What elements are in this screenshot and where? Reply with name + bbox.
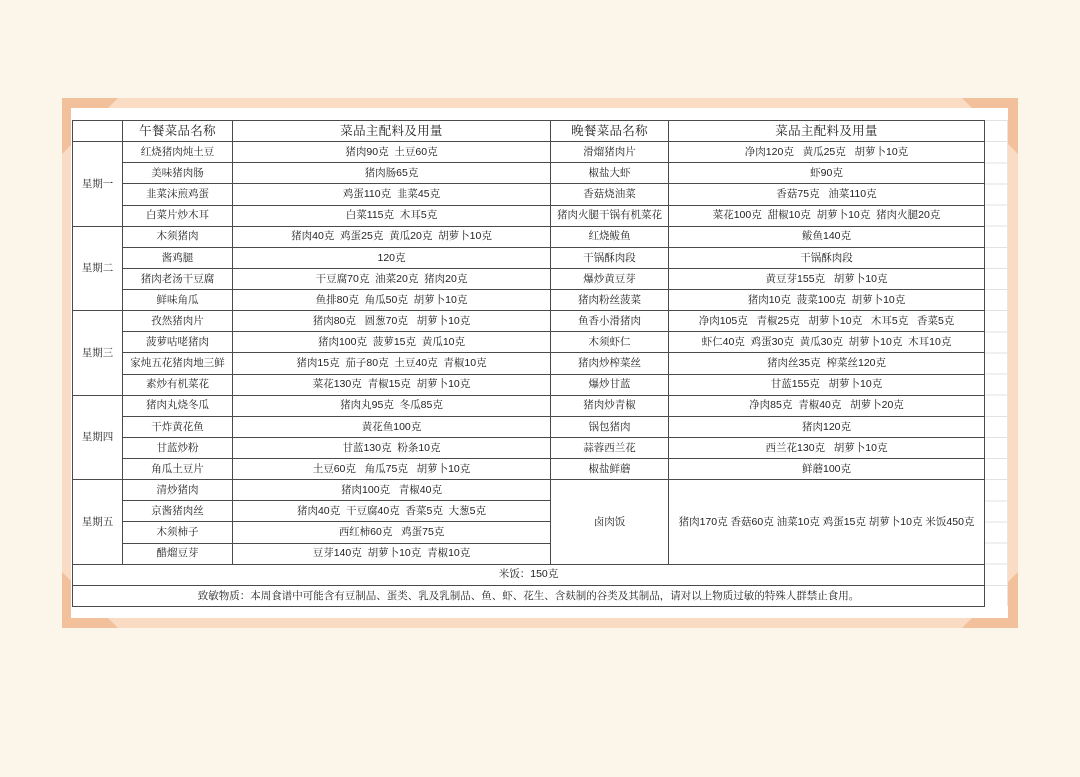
dinner-ingredients: 猪肉丝35克 榨菜丝120克: [669, 353, 985, 374]
dinner-ingredients: 鲅鱼140克: [669, 226, 985, 247]
dinner-dish: 猪肉火腿干锅有机菜花: [551, 205, 669, 226]
menu-sheet: [71, 108, 1008, 618]
lunch-dish: 京酱猪肉丝: [123, 501, 233, 522]
lunch-dish: 家炖五花猪肉地三鲜: [123, 353, 233, 374]
header-lunch-name: 午餐菜品名称: [123, 121, 233, 142]
header-dinner-ingredients: 菜品主配料及用量: [669, 121, 985, 142]
header-lunch-ingredients: 菜品主配料及用量: [233, 121, 551, 142]
dinner-ingredients: 虾90克: [669, 163, 985, 184]
lunch-ingredients: 猪肉40克 干豆腐40克 香菜5克 大葱5克: [233, 501, 551, 522]
header-day-cell: [73, 121, 123, 142]
dinner-dish: 爆炒甘蓝: [551, 374, 669, 395]
lunch-dish: 美味猪肉肠: [123, 163, 233, 184]
dinner-dish: 猪肉粉丝菠菜: [551, 290, 669, 311]
dinner-dish: 木须虾仁: [551, 332, 669, 353]
dinner-ingredients: 甘蓝155克 胡萝卜10克: [669, 374, 985, 395]
dinner-ingredients: 净肉105克 青椒25克 胡萝卜10克 木耳5克 香菜5克: [669, 311, 985, 332]
menu-row: [73, 459, 985, 480]
lunch-ingredients: 菜花130克 青椒15克 胡萝卜10克: [233, 374, 551, 395]
dinner-ingredients: 猪肉10克 菠菜100克 胡萝卜10克: [669, 290, 985, 311]
lunch-ingredients: 猪肉15克 茄子80克 土豆40克 青椒10克: [233, 353, 551, 374]
lunch-ingredients: 猪肉100克 菠萝15克 黄瓜10克: [233, 332, 551, 353]
dinner-dish: 锅包猪肉: [551, 416, 669, 437]
menu-frame: [62, 98, 1018, 628]
lunch-dish: 猪肉老汤干豆腐: [123, 268, 233, 289]
lunch-ingredients: 猪肉100克 青椒40克: [233, 480, 551, 501]
dinner-dish: 椒盐鲜蘑: [551, 459, 669, 480]
menu-row: [73, 247, 985, 268]
lunch-ingredients: 干豆腐70克 油菜20克 猪肉20克: [233, 268, 551, 289]
allergen-row: [73, 585, 985, 606]
lunch-ingredients: 猪肉90克 土豆60克: [233, 142, 551, 163]
menu-row: [73, 163, 985, 184]
lunch-ingredients: 豆芽140克 胡萝卜10克 青椒10克: [233, 543, 551, 564]
dinner-dish: 干锅酥肉段: [551, 247, 669, 268]
dinner-dish: 椒盐大虾: [551, 163, 669, 184]
lunch-dish: 清炒猪肉: [123, 480, 233, 501]
dinner-dish: 爆炒黄豆芽: [551, 268, 669, 289]
day-label: 星期四: [73, 395, 123, 480]
allergen-note: 致敏物质：本周食谱中可能含有豆制品、蛋类、乳及乳制品、鱼、虾、花生、含麸制的谷类及其制品，请对以上物质过敏的特殊人群禁止食用。: [73, 585, 985, 606]
lunch-ingredients: 鸡蛋110克 韭菜45克: [233, 184, 551, 205]
menu-row: [73, 437, 985, 458]
lunch-ingredients: 土豆60克 角瓜75克 胡萝卜10克: [233, 459, 551, 480]
lunch-ingredients: 猪肉肠65克: [233, 163, 551, 184]
lunch-ingredients: 甘蓝130克 粉条10克: [233, 437, 551, 458]
day-label: 星期三: [73, 311, 123, 396]
lunch-dish: 素炒有机菜花: [123, 374, 233, 395]
day-label: 星期二: [73, 226, 123, 311]
dinner-ingredients: 菜花100克 甜椒10克 胡萝卜10克 猪肉火腿20克: [669, 205, 985, 226]
lunch-dish: 猪肉丸烧冬瓜: [123, 395, 233, 416]
dinner-ingredients: 净肉85克 青椒40克 胡萝卜20克: [669, 395, 985, 416]
dinner-ingredients: 干锅酥肉段: [669, 247, 985, 268]
lunch-dish: 韭菜沫煎鸡蛋: [123, 184, 233, 205]
lunch-ingredients: 西红柿60克 鸡蛋75克: [233, 522, 551, 543]
lunch-dish: 木须猪肉: [123, 226, 233, 247]
dinner-ingredients: 净肉120克 黄瓜25克 胡萝卜10克: [669, 142, 985, 163]
dinner-dish: 香菇烧油菜: [551, 184, 669, 205]
dinner-dish: 卤肉饭: [551, 480, 669, 565]
lunch-dish: 孜然猪肉片: [123, 311, 233, 332]
dinner-ingredients: 西兰花130克 胡萝卜10克: [669, 437, 985, 458]
menu-row: [73, 268, 985, 289]
lunch-ingredients: 120克: [233, 247, 551, 268]
menu-row: [73, 395, 985, 416]
weekly-menu-table: [72, 120, 985, 607]
lunch-ingredients: 猪肉40克 鸡蛋25克 黄瓜20克 胡萝卜10克: [233, 226, 551, 247]
lunch-dish: 甘蓝炒粉: [123, 437, 233, 458]
lunch-dish: 鲜味角瓜: [123, 290, 233, 311]
day-label: 星期五: [73, 480, 123, 565]
lunch-ingredients: 猪肉80克 圆葱70克 胡萝卜10克: [233, 311, 551, 332]
lunch-ingredients: 猪肉丸95克 冬瓜85克: [233, 395, 551, 416]
dinner-dish: 猪肉炒榨菜丝: [551, 353, 669, 374]
menu-row: [73, 374, 985, 395]
menu-row: [73, 311, 985, 332]
header-dinner-name: 晚餐菜品名称: [551, 121, 669, 142]
lunch-dish: 醋熘豆芽: [123, 543, 233, 564]
menu-row: [73, 416, 985, 437]
dinner-dish: 滑熘猪肉片: [551, 142, 669, 163]
dinner-ingredients: 猪肉170克 香菇60克 油菜10克 鸡蛋15克 胡萝卜10克 米饭450克: [669, 480, 985, 565]
dinner-dish: 鱼香小滑猪肉: [551, 311, 669, 332]
lunch-dish: 红烧猪肉炖土豆: [123, 142, 233, 163]
dinner-ingredients: 鲜蘑100克: [669, 459, 985, 480]
dinner-ingredients: 虾仁40克 鸡蛋30克 黄瓜30克 胡萝卜10克 木耳10克: [669, 332, 985, 353]
lunch-dish: 干炸黄花鱼: [123, 416, 233, 437]
dinner-ingredients: 猪肉120克: [669, 416, 985, 437]
header-row: [73, 121, 985, 142]
menu-row: [73, 290, 985, 311]
menu-row: [73, 226, 985, 247]
rice-note: 米饭：150克: [73, 564, 985, 585]
rice-row: [73, 564, 985, 585]
lunch-dish: 角瓜土豆片: [123, 459, 233, 480]
lunch-dish: 木须柿子: [123, 522, 233, 543]
menu-row: [73, 353, 985, 374]
menu-row: [73, 480, 985, 501]
menu-row: [73, 142, 985, 163]
sheet-gridlines: [984, 120, 1008, 606]
dinner-dish: 红烧鲅鱼: [551, 226, 669, 247]
dinner-dish: 蒜蓉西兰花: [551, 437, 669, 458]
dinner-ingredients: 香菇75克 油菜110克: [669, 184, 985, 205]
dinner-dish: 猪肉炒青椒: [551, 395, 669, 416]
dinner-ingredients: 黄豆芽155克 胡萝卜10克: [669, 268, 985, 289]
lunch-dish: 白菜片炒木耳: [123, 205, 233, 226]
lunch-ingredients: 白菜115克 木耳5克: [233, 205, 551, 226]
lunch-ingredients: 鱼排80克 角瓜50克 胡萝卜10克: [233, 290, 551, 311]
menu-row: [73, 184, 985, 205]
lunch-dish: 菠萝咕咾猪肉: [123, 332, 233, 353]
lunch-ingredients: 黄花鱼100克: [233, 416, 551, 437]
lunch-dish: 酱鸡腿: [123, 247, 233, 268]
day-label: 星期一: [73, 142, 123, 227]
menu-row: [73, 205, 985, 226]
menu-row: [73, 332, 985, 353]
